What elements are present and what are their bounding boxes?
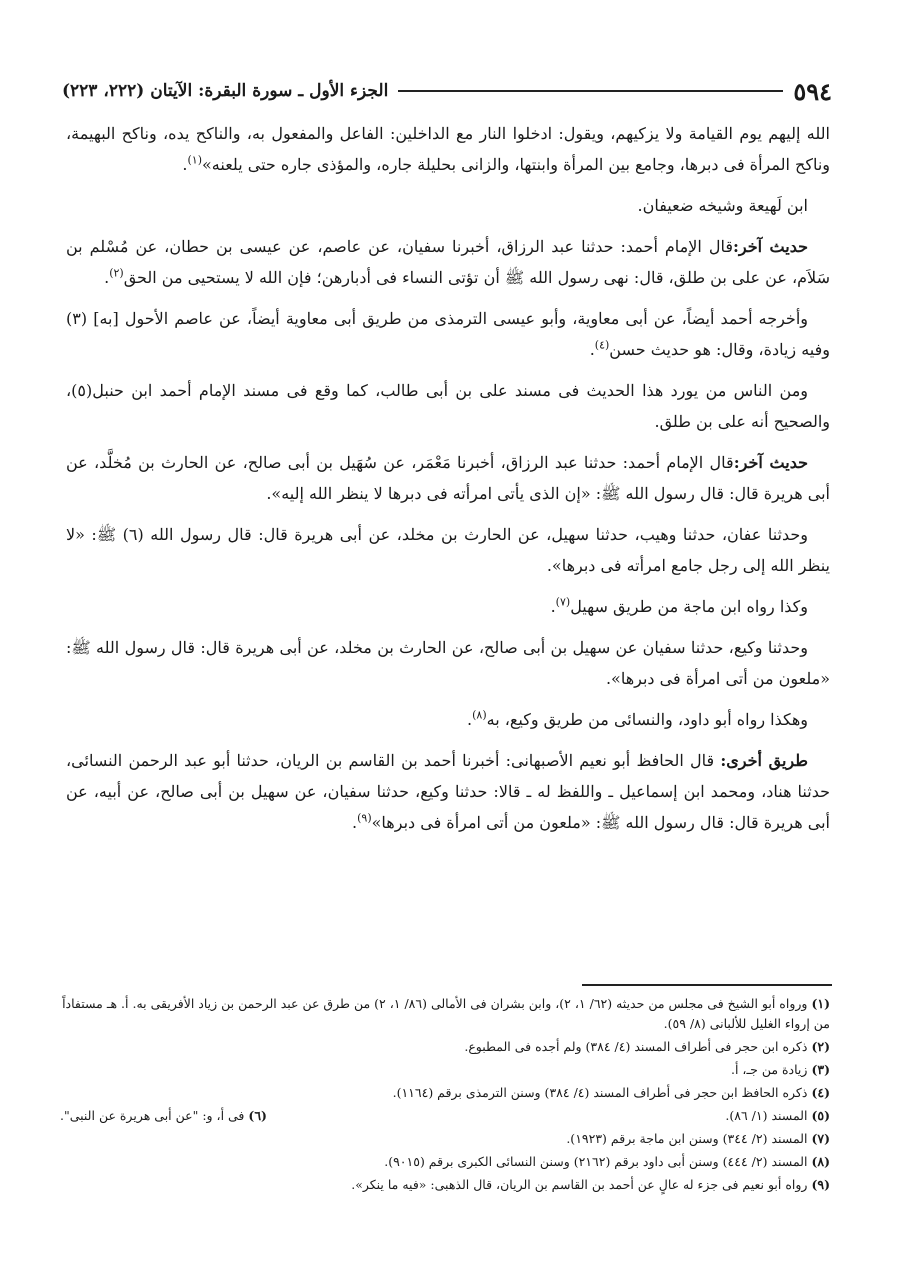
- footnote-row: [60, 1106, 830, 1126]
- footnote: (٦) فى أ، و: "عن أبى هريرة عن النبى".: [60, 1108, 267, 1123]
- page-number: ٥٩٤: [793, 76, 832, 106]
- footnote-ref: (٧): [555, 595, 571, 609]
- paragraph: طريق أخرى: قال الحافظ أبو نعيم الأصبهانى: أخبرنا أحمد بن القاسم بن الريان، حدثنا أبو عبد الرحمن النسائى، حدثنا هناد، ومحمد ابن إسماعيل ـ واللفظ له ـ قالا: حدثنا وكيع، حدثنا سفيان، عن سهيل بن أبى صالح، عن أبيه، عن أبى هريرة قال: قال رسول الله ﷺ: «ملعون من أتى امرأة فى دبرها»$^{(٩)}$.: [66, 751, 831, 832]
- paragraph: ابن لَهيعة وشيخه ضعيفان.: [637, 196, 808, 215]
- running-title: الجزء الأول ـ سورة البقرة: الآيتان (٢٢٢، ٢٢٣): [62, 81, 389, 101]
- footnote-ref: (٨): [472, 708, 487, 722]
- footnote-separator: [582, 984, 832, 986]
- paragraph: حديث آخر:قال الإمام أحمد: حدثنا عبد الرزاق، أخبرنا سفيان، عن عاصم، عن عيسى بن حطان، عن مُسْلم بن سَلاَم، عن على بن طلق، قال: نهى رسول الله ﷺ أن تؤتى النساء فى أدبارهن؛ فإن الله لا يستحيى من الحق$^{(٢)}$.: [66, 237, 830, 287]
- paragraph: وهكذا رواه أبو داود، والنسائى من طريق وكيع، به$^{(٨)}$.: [467, 708, 808, 729]
- footnotes: [60, 994, 830, 1198]
- main-text: [66, 118, 830, 848]
- paragraph: وحدثنا عفان، حدثنا وهيب، حدثنا سهيل، عن الحارث بن مخلد، عن أبى هريرة قال: قال رسول الله (٦) ﷺ: «لا ينظر الله إلى رجل جامع امرأته فى دبرها».: [66, 525, 830, 575]
- footnote-ref: (٤): [594, 338, 610, 352]
- paragraph: وكذا رواه ابن ماجة من طريق سهيل$^{(٧)}$.: [550, 595, 808, 616]
- footnote: (٧) المسند (٢/ ٣٤٤) وسنن ابن ماجة برقم (١٩٢٣).: [566, 1131, 830, 1146]
- paragraph: وحدثنا وكيع، حدثنا سفيان عن سهيل بن أبى صالح، عن الحارث بن مخلد، عن أبى هريرة قال: قال رسول الله ﷺ: «ملعون من أتى امرأة فى دبرها».: [66, 638, 830, 688]
- footnote-ref: (٩): [357, 811, 372, 825]
- paragraph: حديث آخر:قال الإمام أحمد: حدثنا عبد الرزاق، أخبرنا مَعْمَر، عن سُهَيل بن أبى صالح، عن الحارث بن مُخلَّد، عن أبى هريرة قال: قال رسول الله ﷺ: «إن الذى يأتى امرأته فى دبرها لا ينظر الله إليه».: [66, 453, 830, 503]
- paragraph: وأخرجه أحمد أيضاً، عن أبى معاوية، وأبو عيسى الترمذى من طريق أبى معاوية أيضاً، عن عاصم الأحول [به] (٣) وفيه زيادة، وقال: هو حديث حسن$^{(٤)}$.: [66, 309, 830, 359]
- footnote: (٩) رواه أبو نعيم فى جزء له عالٍ عن أحمد بن القاسم بن الريان، قال الذهبى: «فيه ما ينكر».: [351, 1177, 830, 1192]
- footnote: (١) ورواه أبو الشيخ فى مجلس من حديثه (٦٢/ ١، ٢)، وابن بشران فى الأمالى (٨٦/ ١، ٢) من طرق عن عبد الرحمن بن زياد الأفريقى به. أ. هـ مستفاداً من إرواء الغليل للألبانى (٨/ ٥٩).: [62, 996, 830, 1031]
- footnote: (٨) المسند (٢/ ٤٤٤) وسنن أبى داود برقم (٢١٦٢) وسنن النسائى الكبرى برقم (٩٠١٥).: [384, 1154, 830, 1169]
- paragraph: ومن الناس من يورد هذا الحديث فى مسند على بن أبى طالب، كما وقع فى مسند الإمام أحمد ابن حنبل(٥)، والصحيح أنه على بن طلق.: [66, 381, 830, 431]
- footnote: (٣) زيادة من جـ، أ.: [731, 1062, 830, 1077]
- footnote: (٢) ذكره ابن حجر فى أطراف المسند (٤/ ٣٨٤) ولم أجده فى المطبوع.: [464, 1039, 830, 1054]
- footnote: (٥) المسند (١/ ٨٦).: [725, 1108, 830, 1123]
- paragraph: الله إليهم يوم القيامة ولا يزكيهم، ويقول: ادخلوا النار مع الداخلين: الفاعل والمفعول به، والناكح يده، وناكح البهيمة، وناكح المرأة فى دبرها، وجامع بين المرأة وابنتها، والزانى بحليلة جاره، والمؤذى جاره حتى يلعنه»$^{(١)}$.: [66, 124, 830, 174]
- section-lead: حديث آخر:: [732, 237, 809, 256]
- footnote: (٤) ذكره الحافظ ابن حجر فى أطراف المسند (٤/ ٣٨٤) وسنن الترمذى برقم (١١٦٤).: [392, 1085, 830, 1100]
- page-header: [62, 74, 832, 108]
- header-rule: [398, 90, 783, 92]
- footnote-ref: (١): [187, 153, 202, 167]
- section-lead: طريق أخرى:: [720, 751, 808, 770]
- section-lead: حديث آخر:: [733, 453, 809, 472]
- footnote-ref: (٢): [109, 266, 124, 280]
